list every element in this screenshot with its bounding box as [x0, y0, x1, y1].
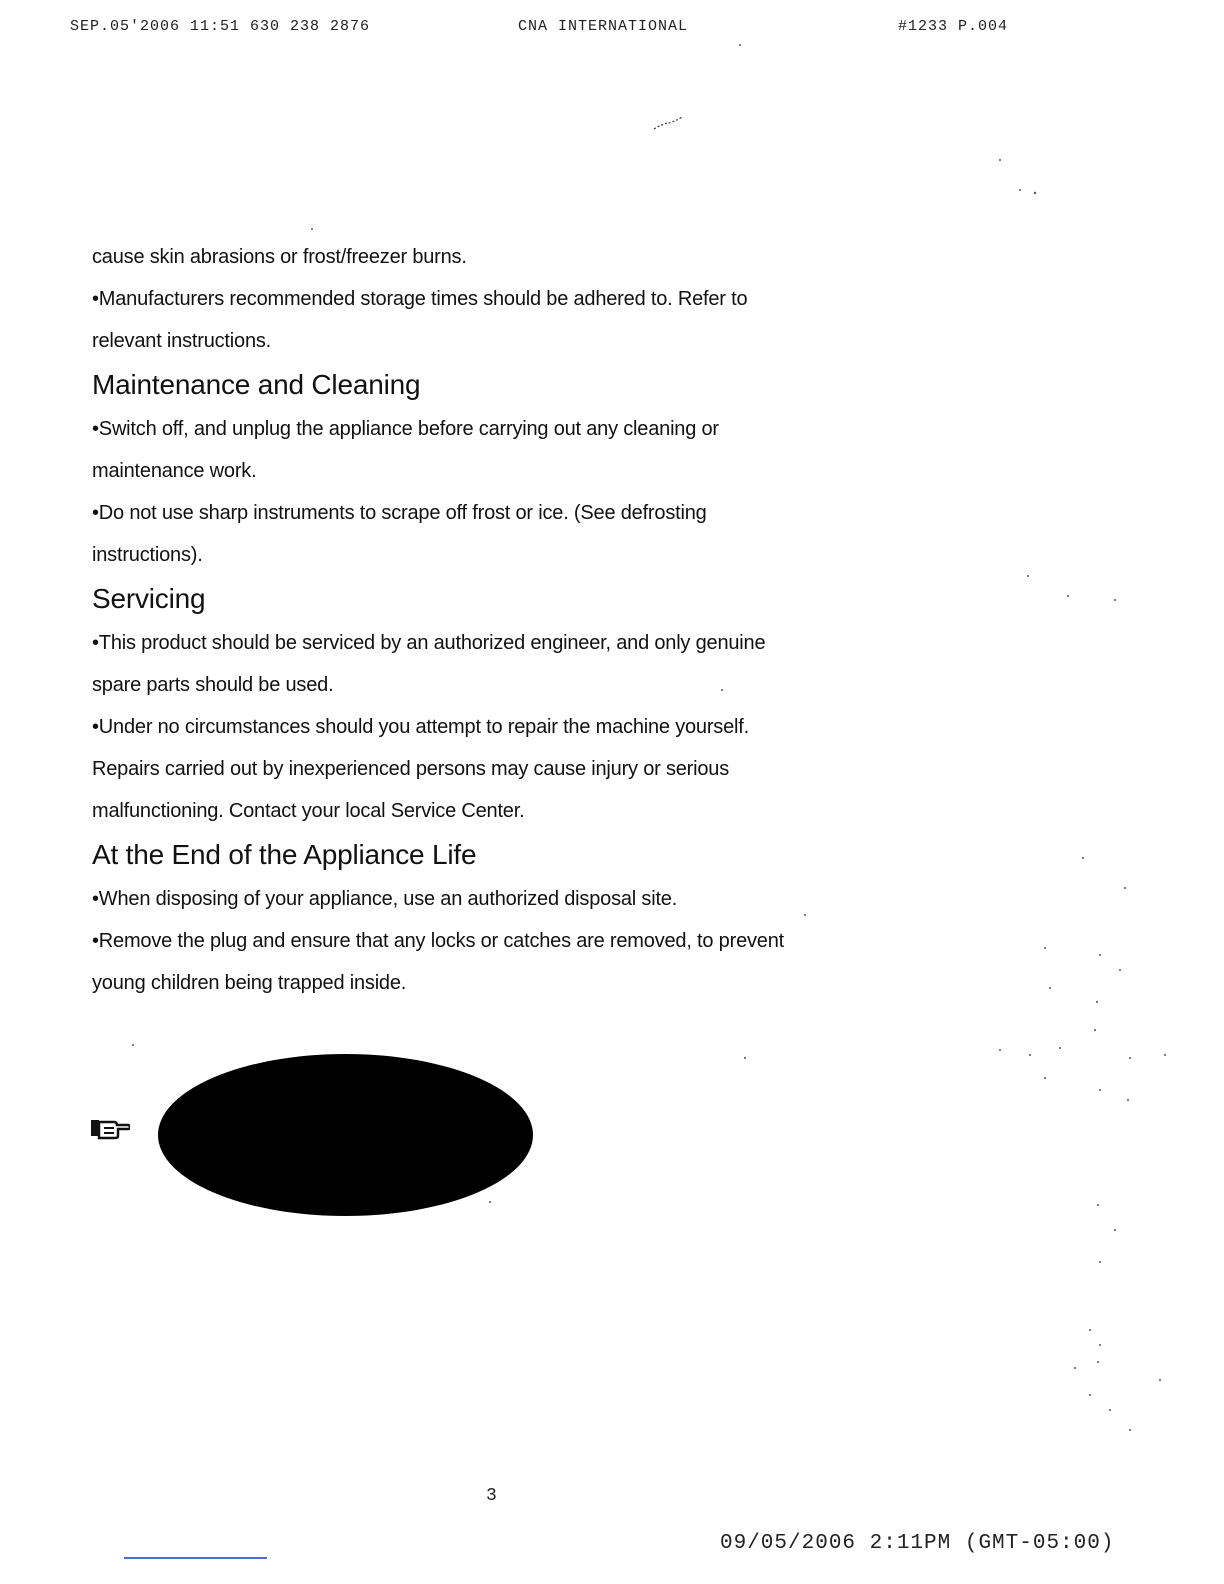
- fax-header-page: #1233 P.004: [898, 18, 1009, 35]
- fax-footer-timestamp: 09/05/2006 2:11PM (GMT-05:00): [720, 1532, 1115, 1555]
- body-text-line: •Do not use sharp instruments to scrape off frost or ice. (See defrosting: [92, 502, 707, 524]
- body-text-line: •Switch off, and unplug the appliance before carrying out any cleaning or: [92, 418, 719, 440]
- section-heading: Maintenance and Cleaning: [92, 369, 421, 400]
- section-heading: Servicing: [92, 583, 206, 614]
- body-text-line: •Remove the plug and ensure that any locks or catches are removed, to prevent: [92, 930, 784, 952]
- body-text-line: •This product should be serviced by an authorized engineer, and only genuine: [92, 632, 766, 654]
- body-text-line: •When disposing of your appliance, use an authorized disposal site.: [92, 888, 678, 910]
- body-text-line: instructions).: [92, 544, 203, 566]
- body-text-line: •Under no circumstances should you attempt to repair the machine yourself.: [92, 716, 749, 738]
- body-text-line: malfunctioning. Contact your local Service Center.: [92, 800, 525, 822]
- section-heading: At the End of the Appliance Life: [92, 839, 477, 870]
- body-text-line: spare parts should be used.: [92, 674, 334, 696]
- fax-header-company: CNA INTERNATIONAL: [518, 18, 689, 35]
- body-text-line: relevant instructions.: [92, 330, 272, 352]
- body-text-line: cause skin abrasions or frost/freezer burns.: [92, 246, 467, 268]
- body-text-line: •Manufacturers recommended storage times should be adhered to. Refer to: [92, 288, 748, 310]
- body-text-line: Repairs carried out by inexperienced persons may cause injury or serious: [92, 758, 730, 780]
- page-number: 3: [486, 1486, 497, 1506]
- fax-header-sender: SEP.05'2006 11:51 630 238 2876: [70, 18, 371, 35]
- body-text-line: maintenance work.: [92, 460, 257, 482]
- body-text-line: young children being trapped inside.: [92, 972, 407, 994]
